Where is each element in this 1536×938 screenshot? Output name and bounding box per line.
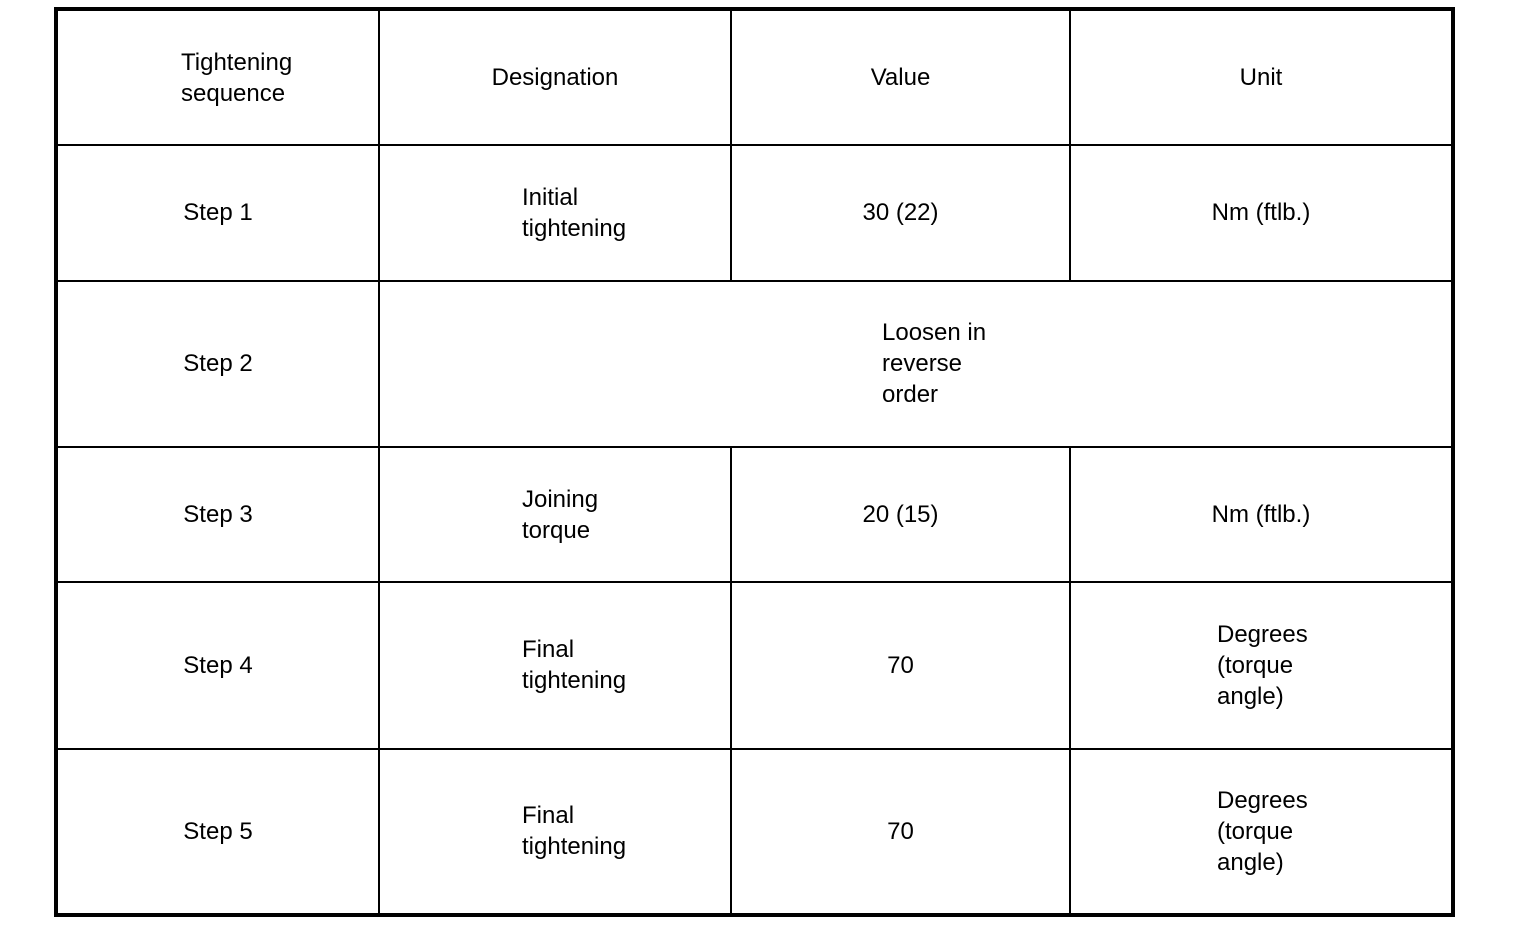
header-cell-designation bbox=[379, 9, 731, 145]
value-cell bbox=[731, 145, 1070, 280]
sequence-label: Step 3 bbox=[183, 501, 253, 529]
value-label: 30 (22) bbox=[862, 199, 939, 227]
designation-label: Joining torque bbox=[522, 485, 599, 544]
value-label: 70 bbox=[887, 651, 914, 679]
header-designation-label: Designation bbox=[491, 64, 619, 92]
sequence-label: Step 4 bbox=[183, 651, 253, 679]
unit-cell bbox=[1070, 582, 1453, 748]
value-cell bbox=[731, 749, 1070, 915]
table-row bbox=[56, 582, 1453, 748]
table-row bbox=[56, 447, 1453, 582]
instruction-label: Loosen in reverse order bbox=[882, 319, 987, 409]
value-label: 70 bbox=[887, 817, 914, 845]
designation-cell bbox=[379, 749, 731, 915]
header-cell-sequence bbox=[56, 9, 379, 145]
header-cell-unit bbox=[1070, 9, 1453, 145]
merged-instruction-cell bbox=[379, 281, 1453, 447]
sequence-cell bbox=[56, 582, 379, 748]
unit-label: Nm (ftlb.) bbox=[1211, 501, 1311, 529]
header-unit-label: Unit bbox=[1239, 64, 1283, 92]
unit-cell bbox=[1070, 447, 1453, 582]
header-value-label: Value bbox=[870, 64, 931, 92]
table-row bbox=[56, 145, 1453, 280]
unit-label: Degrees (torque angle) bbox=[1217, 620, 1308, 710]
unit-cell bbox=[1070, 749, 1453, 915]
table-row bbox=[56, 749, 1453, 915]
header-cell-value bbox=[731, 9, 1070, 145]
sequence-cell bbox=[56, 145, 379, 280]
value-cell bbox=[731, 582, 1070, 748]
value-cell bbox=[731, 447, 1070, 582]
header-sequence-label: Tightening sequence bbox=[181, 48, 293, 107]
unit-label: Nm (ftlb.) bbox=[1211, 199, 1311, 227]
value-label: 20 (15) bbox=[862, 501, 939, 529]
designation-cell bbox=[379, 145, 731, 280]
table-row bbox=[56, 281, 1453, 447]
unit-label: Degrees (torque angle) bbox=[1217, 786, 1308, 876]
sequence-label: Step 2 bbox=[183, 350, 253, 378]
sequence-cell bbox=[56, 281, 379, 447]
sequence-cell bbox=[56, 749, 379, 915]
unit-cell bbox=[1070, 145, 1453, 280]
header-row bbox=[56, 9, 1453, 145]
designation-cell bbox=[379, 582, 731, 748]
sequence-cell bbox=[56, 447, 379, 582]
sequence-label: Step 5 bbox=[183, 817, 253, 845]
designation-cell bbox=[379, 447, 731, 582]
tightening-table bbox=[54, 7, 1455, 917]
sequence-label: Step 1 bbox=[183, 199, 253, 227]
designation-label: Final tightening bbox=[522, 636, 627, 695]
designation-label: Final tightening bbox=[522, 802, 627, 861]
designation-label: Initial tightening bbox=[522, 183, 627, 242]
